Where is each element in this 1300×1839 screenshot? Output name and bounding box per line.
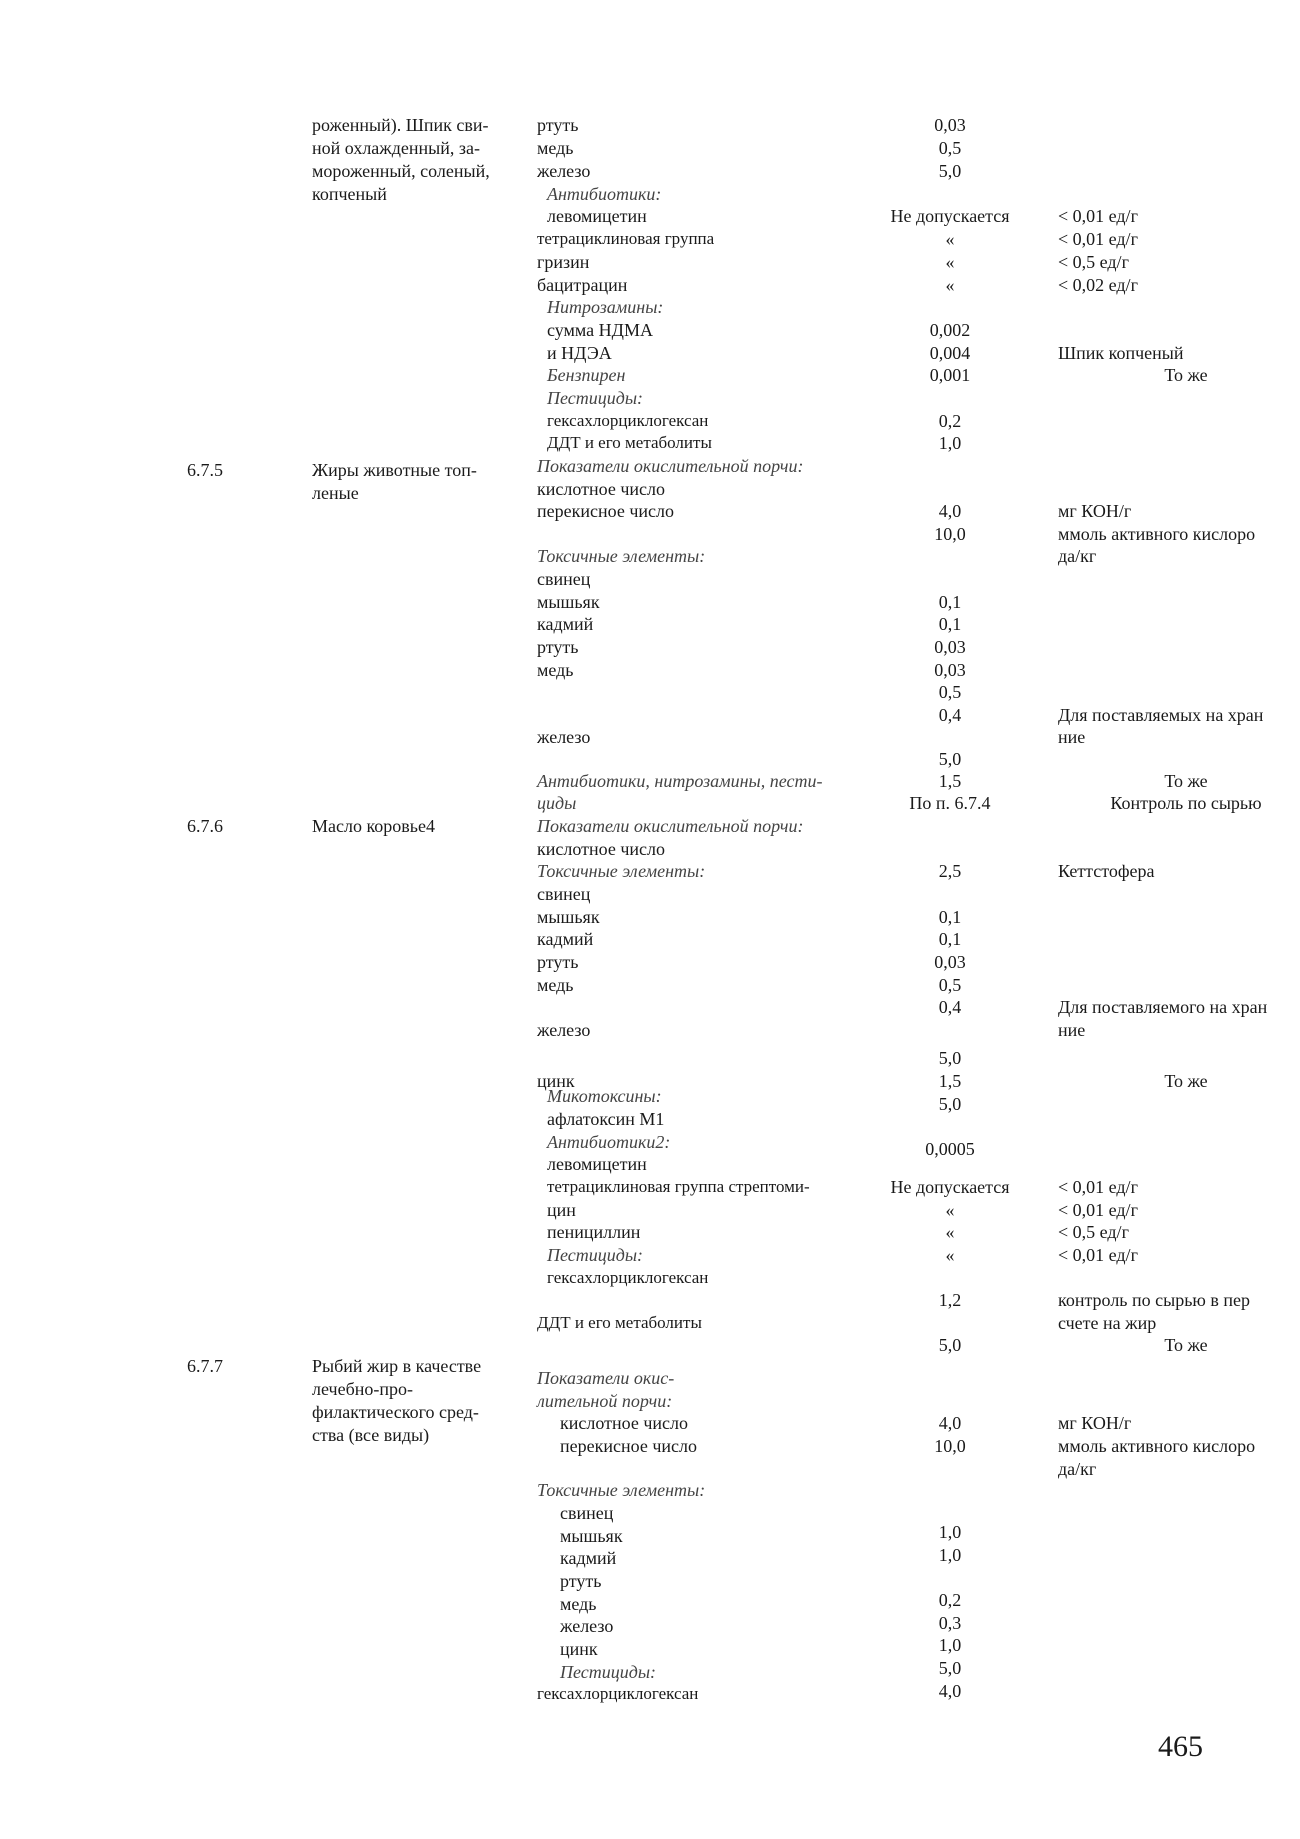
- note-text: То же: [1164, 771, 1208, 791]
- indicator-name: цин: [547, 1200, 576, 1220]
- indicator-name: левомицетин: [547, 206, 647, 226]
- indicator-name: Нитрозамины:: [547, 297, 664, 317]
- limit-value: 0,0005: [925, 1139, 975, 1159]
- limit-value: 0,1: [938, 614, 962, 634]
- indicator-name: ртуть: [560, 1571, 602, 1591]
- note-text: < 0,01 ед/г: [1058, 206, 1138, 226]
- indicator-name: кадмий: [537, 929, 594, 949]
- indicator-name: Антибиотики2:: [547, 1132, 671, 1152]
- product-name: копченый: [312, 184, 387, 204]
- note-text: Контроль по сырью: [1110, 793, 1262, 813]
- note-text: да/кг: [1058, 546, 1097, 566]
- limit-value: 0,03: [934, 637, 966, 657]
- indicator-name: левомицетин: [547, 1154, 647, 1174]
- indicator-name: Пестициды:: [547, 1245, 644, 1265]
- indicator-name: перекисное число: [560, 1436, 697, 1456]
- indicator-name: Показатели окис-: [537, 1368, 675, 1388]
- product-name: филактического сред-: [312, 1402, 479, 1422]
- indicator-name: гексахлорциклогексан: [537, 1684, 699, 1703]
- note-text: Шпик копченый: [1058, 343, 1184, 363]
- note-text: ммоль активного кислоро: [1058, 524, 1256, 544]
- note-text: мг КОН/г: [1058, 1413, 1132, 1433]
- note-text: То же: [1164, 365, 1208, 385]
- limit-value: «: [945, 275, 955, 295]
- limit-value: 10,0: [934, 1436, 966, 1456]
- indicator-name: Токсичные элементы:: [537, 1480, 706, 1500]
- note-text: Для поставляемых на хран: [1058, 705, 1264, 725]
- indicator-name: лительной порчи:: [537, 1391, 673, 1411]
- limit-value: 5,0: [938, 1658, 962, 1678]
- indicator-name: Токсичные элементы:: [537, 861, 706, 881]
- limit-value: 0,1: [938, 907, 962, 927]
- note-text: Кеттстофера: [1058, 861, 1155, 881]
- indicator-name: кадмий: [537, 614, 594, 634]
- limit-value: 0,5: [938, 975, 962, 995]
- indicator-name: железо: [537, 161, 591, 181]
- limit-value: 5,0: [938, 1335, 962, 1355]
- limit-value: 0,002: [929, 320, 971, 340]
- product-name: ства (все виды): [312, 1425, 430, 1445]
- indicator-name: кислотное число: [560, 1413, 688, 1433]
- indicator-name: медь: [560, 1594, 597, 1614]
- indicator-name: мышьяк: [537, 907, 600, 927]
- limit-value: 0,004: [929, 343, 971, 363]
- indicator-name: железо: [560, 1616, 614, 1636]
- indicator-name: ртуть: [537, 637, 579, 657]
- indicator-name: кислотное число: [537, 839, 665, 859]
- limit-value: 0,001: [929, 365, 971, 385]
- product-name: роженный). Шпик сви-: [312, 115, 489, 135]
- limit-value: 0,03: [934, 660, 966, 680]
- limit-value: 0,4: [938, 705, 962, 725]
- product-name: лечебно-про-: [312, 1379, 413, 1399]
- indicator-name: Пестициды:: [560, 1662, 657, 1682]
- limit-value: «: [945, 229, 955, 249]
- note-text: ние: [1058, 727, 1086, 747]
- limit-value: 5,0: [938, 749, 962, 769]
- indicator-name: гексахлорциклогексан: [547, 411, 709, 430]
- page-number: 465: [1158, 1730, 1203, 1763]
- note-text: < 0,01 ед/г: [1058, 229, 1138, 249]
- indicator-name: свинец: [537, 884, 591, 904]
- limit-value: 10,0: [934, 524, 966, 544]
- limit-value: 4,0: [938, 1681, 962, 1701]
- indicator-name: ртуть: [537, 952, 579, 972]
- indicator-name: Микотоксины:: [547, 1086, 662, 1106]
- indicator-name: свинец: [560, 1503, 614, 1523]
- limit-value: 0,03: [934, 952, 966, 972]
- indicator-name: медь: [537, 975, 574, 995]
- note-text: да/кг: [1058, 1459, 1097, 1479]
- limit-value: 1,2: [938, 1290, 962, 1310]
- note-text: < 0,5 ед/г: [1058, 1222, 1129, 1242]
- limit-value: 0,1: [938, 592, 962, 612]
- limit-value: 1,0: [938, 1635, 962, 1655]
- limit-value: 4,0: [938, 1413, 962, 1433]
- indicator-name: ртуть: [537, 115, 579, 135]
- limit-value: Не допускается: [890, 1177, 1010, 1197]
- note-text: ние: [1058, 1020, 1086, 1040]
- limit-value: 5,0: [938, 161, 962, 181]
- note-text: мг КОН/г: [1058, 501, 1132, 521]
- limit-value: «: [945, 1222, 955, 1242]
- indicator-name: Показатели окислительной порчи:: [537, 816, 804, 836]
- indicator-name: Токсичные элементы:: [537, 546, 706, 566]
- limit-value: «: [945, 252, 955, 272]
- note-text: < 0,01 ед/г: [1058, 1245, 1138, 1265]
- limit-value: 0,2: [938, 1590, 962, 1610]
- indicator-name: ДДТ и его метаболиты: [537, 1313, 702, 1332]
- limit-value: 0,5: [938, 138, 962, 158]
- limit-value: 0,4: [938, 997, 962, 1017]
- note-text: < 0,02 ед/г: [1058, 275, 1138, 295]
- indicator-name: медь: [537, 660, 574, 680]
- limit-value: 5,0: [938, 1094, 962, 1114]
- limit-value: «: [945, 1245, 955, 1265]
- limit-value: 0,03: [934, 115, 966, 135]
- note-text: контроль по сырью в пер: [1058, 1290, 1250, 1310]
- limit-value: 0,3: [938, 1613, 962, 1633]
- note-text: То же: [1164, 1071, 1208, 1091]
- limit-value: 2,5: [938, 861, 962, 881]
- indicator-name: Пестициды:: [547, 388, 644, 408]
- note-text: То же: [1164, 1335, 1208, 1355]
- product-name: Масло коровье4: [312, 816, 435, 836]
- limit-value: 5,0: [938, 1048, 962, 1068]
- section-number: 6.7.7: [187, 1356, 223, 1376]
- product-name: ной охлажденный, за-: [312, 138, 480, 158]
- section-number: 6.7.6: [187, 816, 223, 836]
- product-name: мороженный, соленый,: [312, 161, 490, 181]
- indicator-name: гризин: [537, 252, 590, 272]
- product-name: Рыбий жир в качестве: [312, 1356, 482, 1376]
- limit-value: 1,5: [938, 771, 962, 791]
- section-number: 6.7.5: [187, 460, 223, 480]
- limit-value: 1,0: [938, 1522, 962, 1542]
- indicator-name: кислотное число: [537, 479, 665, 499]
- indicator-name: гексахлорциклогексан: [547, 1268, 709, 1287]
- limit-value: По п. 6.7.4: [909, 793, 991, 813]
- indicator-name: и НДЭА: [547, 343, 612, 363]
- indicator-name: Антибиотики, нитрозамины, пести-: [537, 771, 823, 791]
- limit-value: Не допускается: [890, 206, 1010, 226]
- indicator-name: свинец: [537, 569, 591, 589]
- note-text: Для поставляемого на хран: [1058, 997, 1268, 1017]
- limit-value: 1,0: [938, 433, 962, 453]
- indicator-name: бацитрацин: [537, 275, 628, 295]
- limit-value: 4,0: [938, 501, 962, 521]
- indicator-name: кадмий: [560, 1548, 617, 1568]
- indicator-name: Показатели окислительной порчи:: [537, 456, 804, 476]
- limit-value: 1,0: [938, 1545, 962, 1565]
- indicator-name: тетрациклиновая группа стрептоми-: [547, 1177, 810, 1196]
- indicator-name: железо: [537, 1020, 591, 1040]
- limit-value: 0,5: [938, 682, 962, 702]
- note-text: < 0,5 ед/г: [1058, 252, 1129, 272]
- indicator-name: железо: [537, 727, 591, 747]
- product-name: Жиры животные топ-: [312, 460, 477, 480]
- limit-value: 0,2: [938, 411, 962, 431]
- indicator-name: медь: [537, 138, 574, 158]
- indicator-name: пенициллин: [547, 1222, 641, 1242]
- indicator-name: цинк: [537, 1071, 575, 1091]
- product-name: леные: [312, 483, 359, 503]
- indicator-name: цинк: [560, 1639, 598, 1659]
- indicator-name: тетрациклиновая группа: [537, 229, 715, 248]
- note-text: счете на жир: [1058, 1313, 1157, 1333]
- indicator-name: перекисное число: [537, 501, 674, 521]
- indicator-name: мышьяк: [537, 592, 600, 612]
- limit-value: 0,1: [938, 929, 962, 949]
- note-text: < 0,01 ед/г: [1058, 1177, 1138, 1197]
- indicator-name: Антибиотики:: [547, 184, 662, 204]
- note-text: < 0,01 ед/г: [1058, 1200, 1138, 1220]
- indicator-name: сумма НДМА: [547, 320, 653, 340]
- indicator-name: мышьяк: [560, 1526, 623, 1546]
- note-text: ммоль активного кислоро: [1058, 1436, 1256, 1456]
- indicator-name: ДДТ и его метаболиты: [547, 433, 712, 452]
- limit-value: «: [945, 1200, 955, 1220]
- indicator-name: афлатоксин М1: [547, 1109, 665, 1129]
- indicator-name: Бензпирен: [547, 365, 626, 385]
- indicator-name: циды: [537, 793, 577, 813]
- limit-value: 1,5: [938, 1071, 962, 1091]
